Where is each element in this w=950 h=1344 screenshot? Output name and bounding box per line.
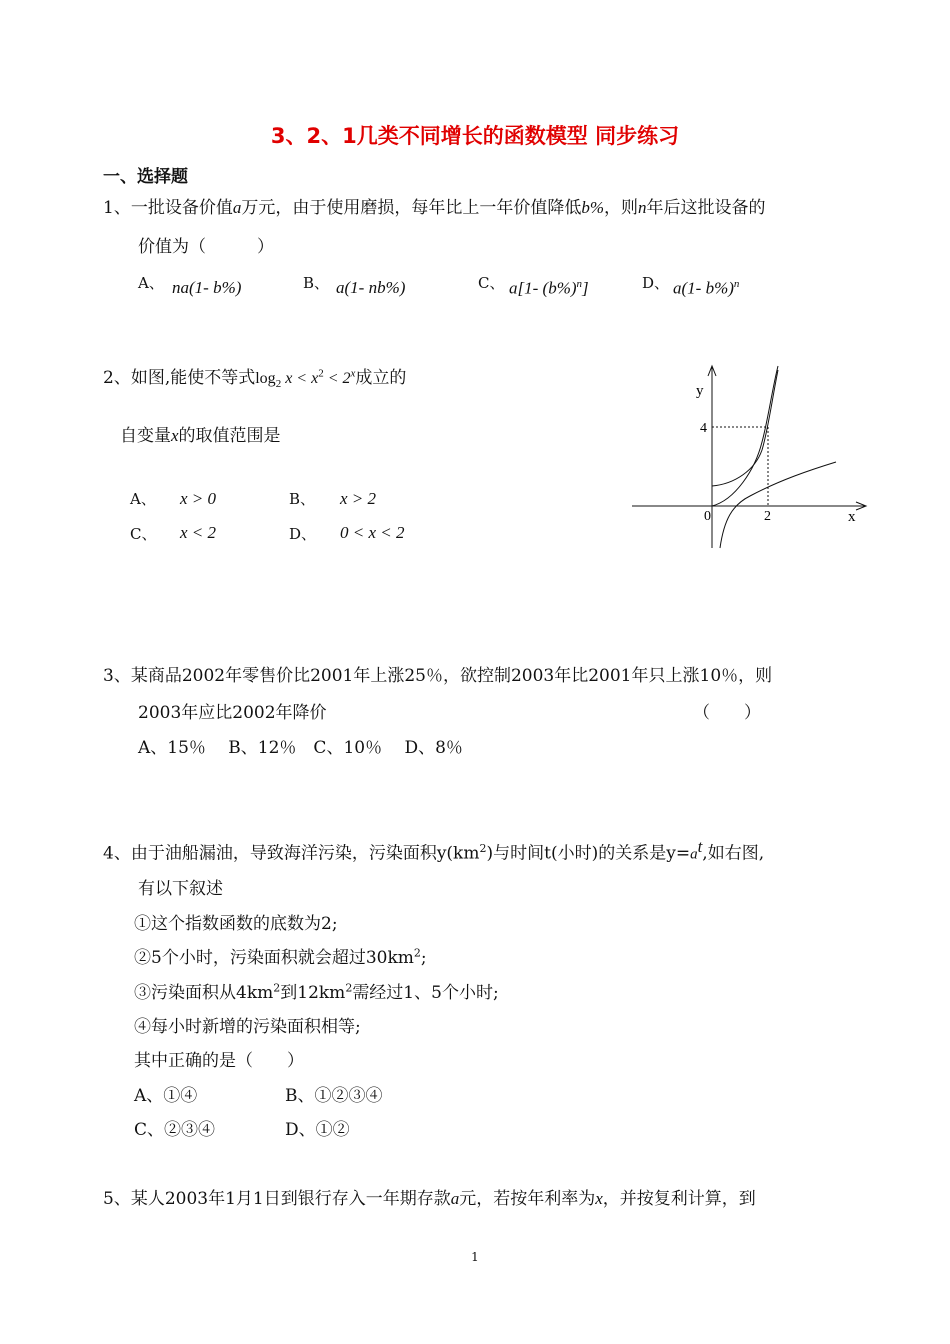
q1-option-d-sup: n: [733, 278, 740, 290]
q4-question: 其中正确的是（ ）: [134, 1051, 304, 1071]
q3-line2: 2003年应比2002年降价: [138, 703, 327, 723]
q4-s2-text-a: ②5个小时，污染面积就会超过30km: [134, 948, 414, 968]
q1-option-d-expr: [673, 278, 739, 299]
q2-line2: [120, 421, 281, 446]
q1-option-c-sup: n: [576, 278, 583, 290]
q4-text-c: ,如右图,: [702, 843, 765, 864]
q2-option-d-label: D、: [289, 525, 317, 543]
q1-text-d: 年后这批设备的: [646, 198, 766, 218]
q4-statement-1: ①这个指数函数的底数为2;: [134, 914, 338, 934]
q5-var-a: a: [450, 1189, 460, 1208]
q4-s2-sup: 2: [413, 946, 421, 960]
q4-option-a: [134, 1081, 197, 1106]
q1-text-a: 1、一批设备价值: [103, 198, 233, 218]
graph-y-tick-label: 4: [700, 421, 707, 436]
q4-option-c: [134, 1115, 215, 1140]
q1-option-d-label: D、: [642, 274, 670, 292]
q4-line2: 有以下叙述: [138, 879, 223, 899]
q1-var-a: a: [232, 198, 242, 217]
graph-origin-label: 0: [704, 509, 711, 524]
q1-var-n: n: [638, 198, 647, 217]
q2-ineq-mid2: < 2: [323, 370, 351, 387]
graph-x-tick-label: 2: [764, 509, 771, 524]
q2-option-b-expr: x > 2: [340, 489, 377, 508]
q2-text-b: 成立的: [355, 368, 407, 388]
q4-option-b-label: B、: [285, 1086, 315, 1106]
q1-var-b: b%: [581, 198, 604, 217]
q3-answer-paren: （ ）: [693, 703, 761, 723]
q2-option-c-label: C、: [130, 525, 157, 543]
graph-x-label: x: [848, 509, 856, 525]
q2-option-d-expr: 0 < x < 2: [340, 523, 405, 542]
q4-option-b-value: ①②③④: [314, 1086, 383, 1106]
q4-text-b: )与时间t(小时)的关系是y=: [486, 843, 691, 864]
q1-line1: [103, 193, 766, 218]
section-heading: 一、选择题: [103, 167, 188, 187]
q2-text-a: 2、如图,能使不等式: [103, 368, 256, 388]
q5-text-b: 元，若按年利率为: [459, 1189, 596, 1209]
q4-option-d-value: ①②: [315, 1120, 350, 1140]
q1-option-a-label: A、: [138, 274, 164, 292]
q1-option-c-label: C、: [478, 274, 505, 292]
q4-s3-text-b: 到12km: [280, 983, 346, 1003]
curve-log: [720, 462, 836, 548]
q4-s3-sup2: 2: [345, 981, 353, 995]
q4-s3-text-a: ③污染面积从4km: [134, 983, 274, 1003]
q4-option-a-label: A、: [134, 1086, 164, 1106]
q4-statement-2: [134, 943, 427, 968]
q1-option-a-expr: na(1- b%): [172, 278, 242, 297]
q2-ineq-sup2: x: [350, 367, 356, 380]
q4-option-d: [285, 1115, 350, 1140]
q4-s2-text-b: ;: [420, 948, 427, 968]
q1-line2: 价值为（ ）: [138, 237, 274, 257]
q2-text-d: 的取值范围是: [178, 426, 281, 446]
q4-option-d-label: D、: [285, 1120, 316, 1140]
q1-text-c: ，则: [604, 198, 638, 218]
q4-line1: [103, 837, 764, 864]
q4-option-c-value: ②③④: [164, 1120, 216, 1140]
q5-line1: [103, 1184, 756, 1209]
q1-option-d-main: a(1- b%): [673, 278, 734, 298]
q1-text-b: 万元，由于使用磨损，每年比上一年价值降低: [241, 198, 582, 218]
q1-option-b-label: B、: [303, 274, 330, 292]
q2-line1: [103, 363, 406, 390]
q1-option-c-expr: [509, 278, 589, 299]
q4-sup-t: t: [697, 837, 703, 856]
graph-y-label: y: [696, 383, 704, 399]
page-title: 3、2、1几类不同增长的函数模型 同步练习: [270, 124, 680, 148]
q4-option-c-label: C、: [134, 1120, 165, 1140]
q2-inequality: [255, 367, 356, 391]
q4-s3-sup1: 2: [273, 981, 281, 995]
q4-option-a-value: ①④: [163, 1086, 198, 1106]
q2-option-c-expr: x < 2: [180, 523, 217, 542]
q4-s3-text-c: 需经过1、5个小时;: [352, 983, 499, 1003]
q4-statement-4: ④每小时新增的污染面积相等;: [134, 1017, 361, 1037]
q2-var-x: x: [171, 426, 179, 445]
q5-var-x: x: [595, 1189, 603, 1208]
q3-line1: 3、某商品2002年零售价比2001年上涨25％，欲控制2003年比2001年只上涨10％，则: [103, 666, 773, 686]
q4-text-a: 4、由于油船漏油，导致海洋污染，污染面积y(km: [103, 843, 480, 864]
q3-options: A、15％ B、12％ C、10％ D、8％: [138, 738, 463, 758]
q4-var-a: a: [690, 846, 698, 863]
q4-option-b: [285, 1081, 383, 1106]
q2-option-a-expr: x > 0: [180, 489, 217, 508]
q4-statement-3: [134, 978, 499, 1003]
q5-text-a: 5、某人2003年1月1日到银行存入一年期存款: [103, 1189, 451, 1209]
q2-function-graph: [620, 360, 870, 555]
page-number: 1: [471, 1250, 479, 1264]
q4-sup-a: 2: [479, 842, 487, 855]
q1-option-b-expr: a(1- nb%): [336, 278, 406, 297]
q2-option-b-label: B、: [289, 490, 316, 508]
q2-log: log: [255, 370, 276, 387]
q2-text-c: 自变量: [120, 426, 171, 446]
q1-option-c-main: a[1- (b%): [509, 278, 577, 298]
q2-log-base: 2: [275, 378, 282, 391]
q2-ineq-mid: x < x: [281, 370, 319, 387]
q2-ineq-sup1: 2: [318, 367, 324, 380]
q5-text-c: ，并按复利计算，到: [602, 1189, 756, 1209]
q2-option-a-label: A、: [130, 490, 156, 508]
q1-option-c-tail: ]: [582, 278, 589, 298]
